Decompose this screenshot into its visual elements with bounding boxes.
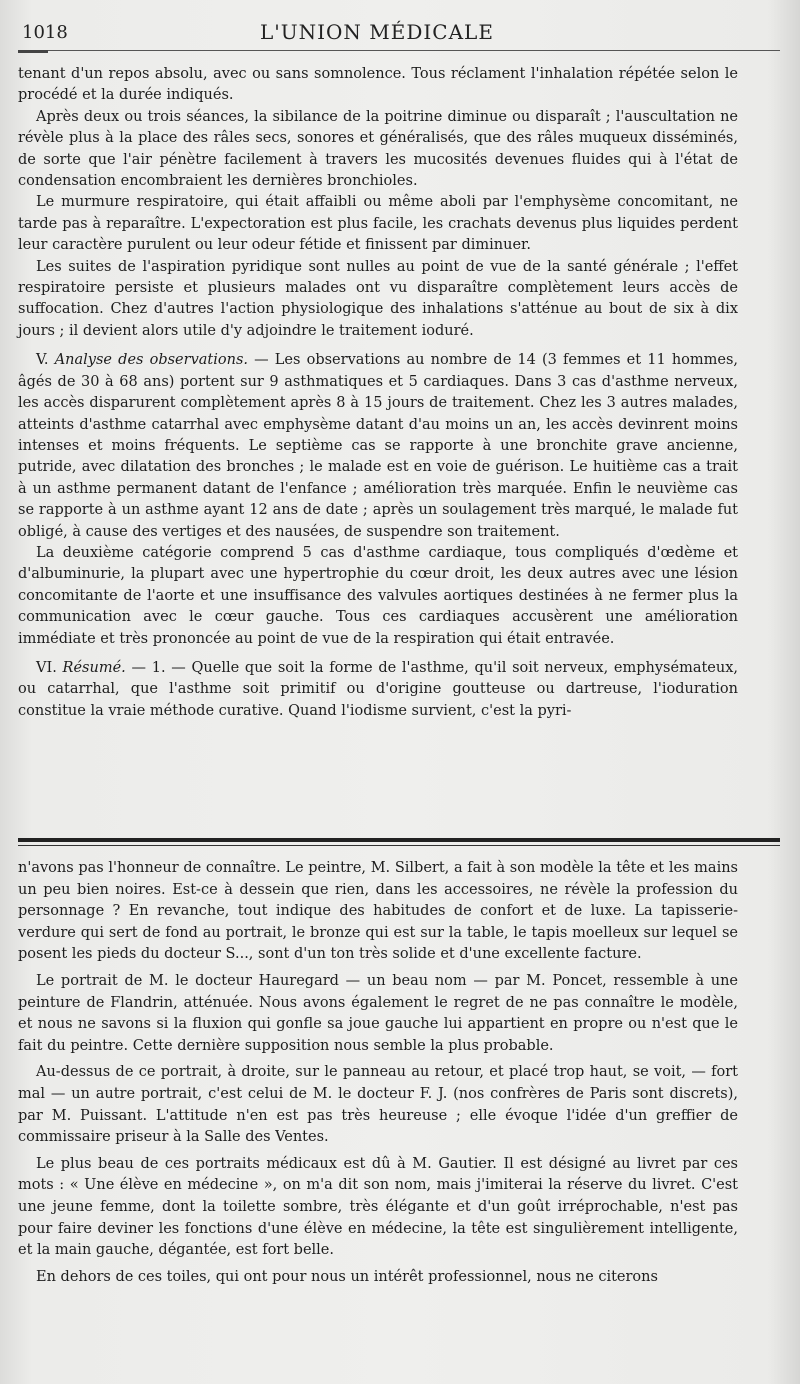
article-column	[18, 64, 738, 722]
section-heading: Résumé.	[62, 659, 126, 676]
paragraph: n'avons pas l'honneur de connaître. Le peintre, M. Silbert, a fait à son modèle la tête et les mains un peu bien noires. Est-ce à dessein que rien, dans les accessoires, ne révèle la profession du personnage ? En revanche, tout indique des habitudes de confort et de luxe. La tapisserie-verdure qui sert de fond au portrait, le bronze qui est sur la table, le tapis moelleux sur lequel se posent les pieds du docteur S..., sont d'un ton très solide et d'une excellente facture.	[18, 860, 738, 963]
paragraph: Après deux ou trois séances, la sibilance de la poitrine diminue ou disparaît ; l'auscultation ne révèle plus à la place des râles secs, sonores et généralisés, que des râles muqueux disséminés, de sorte que l'air pénètre facilement à travers les mucosités devenues fluides qui à l'état de condensation encombraient les dernières bronchioles.	[18, 108, 738, 190]
section-paragraph	[18, 350, 738, 543]
page-header	[0, 12, 800, 46]
feuilleton-separator-thin	[18, 845, 780, 846]
section-text: — Les observations au nombre de 14 (3 femmes et 11 hommes, âgés de 30 à 68 ans) portent sur 9 asthmatiques et 5 cardiaques. Dans 3 cas d'asthme nerveux, les accès disparurent complètement après 8 à 15 jours de traitement. Chez les 3 autres malades, atteints d'asthme catarrhal avec emphysème datant d'au moins un an, les accès devinrent moins intenses et moins fréquents. Le septième cas se rapporte à une bronchite grave ancienne, putride, avec dilatation des bronches ; le malade est en voie de guérison. Le huitième cas a trait à un asthme permanent datant de l'enfance ; amélioration très marquée. Enfin le neuvième cas se rapporte à un asthme ayant 12 ans de date ; après un soulagement très marqué, le malade fut obligé, à cause des vertiges et des nausées, de suspendre son traitement.	[18, 352, 739, 540]
feuilleton-column	[18, 858, 738, 1288]
section-heading: Analyse des observations.	[54, 352, 248, 369]
feuilleton-separator	[18, 838, 780, 842]
paragraph: La deuxième catégorie comprend 5 cas d'asthme cardiaque, tous compliqués d'œdème et d'albuminurie, la plupart avec une hypertrophie du cœur droit, les deux autres avec une lésion concomitante de l'aorte et une insuffisance des valvules aortiques destinées à ne fermer plus la communication avec le cœur gauche. Tous ces cardiaques accusèrent une amélioration immédiate et très prononcée au point de vue de la respiration qui était entravée.	[18, 544, 738, 647]
section-text: — 1. — Quelle que soit la forme de l'asthme, qu'il soit nerveux, emphysémateux, ou catarrhal, que l'asthme soit primitif ou d'origine goutteuse ou dartreuse, l'ioduration constitue la vraie méthode curative. Quand l'iodisme survient, c'est la pyri-	[18, 659, 739, 719]
page-number: 1018	[22, 22, 68, 43]
paragraph: Le murmure respiratoire, qui était affaibli ou même aboli par l'emphysème concomitant, ne tarde pas à reparaître. L'expectoration est plus facile, les crachats devenus plus liquides perdent leur caractère purulent ou leur odeur fétide et finissent par diminuer.	[18, 194, 738, 254]
header-rule	[18, 50, 780, 51]
running-title: L'UNION MÉDICALE	[260, 20, 494, 44]
section-number: V.	[36, 352, 49, 369]
header-rule-mark	[18, 50, 48, 53]
paragraph: Au-dessus de ce portrait, à droite, sur le panneau au retour, et placé trop haut, se voit, — fort mal — un autre portrait, c'est celui de M. le docteur F. J. (nos confrères de Paris sont discrets), par M. Puissant. L'attitude n'en est pas très heureuse ; elle évoque l'idée d'un greffier de commissaire priseur à la Salle des Ventes.	[18, 1064, 738, 1146]
paragraph: Les suites de l'aspiration pyridique sont nulles au point de vue de la santé générale ; l'effet respiratoire persiste et plusieurs malades ont vu disparaître complètement leurs accès de suffocation. Chez d'autres l'action physiologique des inhalations s'atténue au bout de six à dix jours ; il devient alors utile d'y adjoindre le traitement ioduré.	[18, 258, 738, 339]
paragraph: Le plus beau de ces portraits médicaux est dû à M. Gautier. Il est désigné au livret par ces mots : « Une élève en médecine », on m'a dit son nom, mais j'imiterai la réserve du livret. C'est une jeune femme, dont la toilette sombre, très élégante et d'un goût irréprochable, n'est pas pour faire deviner les fonctions d'une élève en médecine, la tête est singulièrement intelligente, et la main gauche, dégantée, est fort belle.	[18, 1155, 738, 1259]
paragraph: Le portrait de M. le docteur Hauregard — un beau nom — par M. Poncet, ressemble à une peinture de Flandrin, atténuée. Nous avons également le regret de ne pas connaître le modèle, et nous ne savons si la fluxion qui gonfle sa joue gauche lui appartient en propre ou n'est que le fait du peintre. Cette dernière supposition nous semble la plus probable.	[18, 972, 738, 1054]
paragraph: En dehors de ces toiles, qui ont pour nous un intérêt professionnel, nous ne citerons	[36, 1268, 658, 1285]
section-number: VI.	[36, 659, 57, 676]
section-paragraph	[18, 658, 738, 722]
paragraph: tenant d'un repos absolu, avec ou sans somnolence. Tous réclament l'inhalation répétée selon le procédé et la durée indiqués.	[18, 66, 738, 104]
